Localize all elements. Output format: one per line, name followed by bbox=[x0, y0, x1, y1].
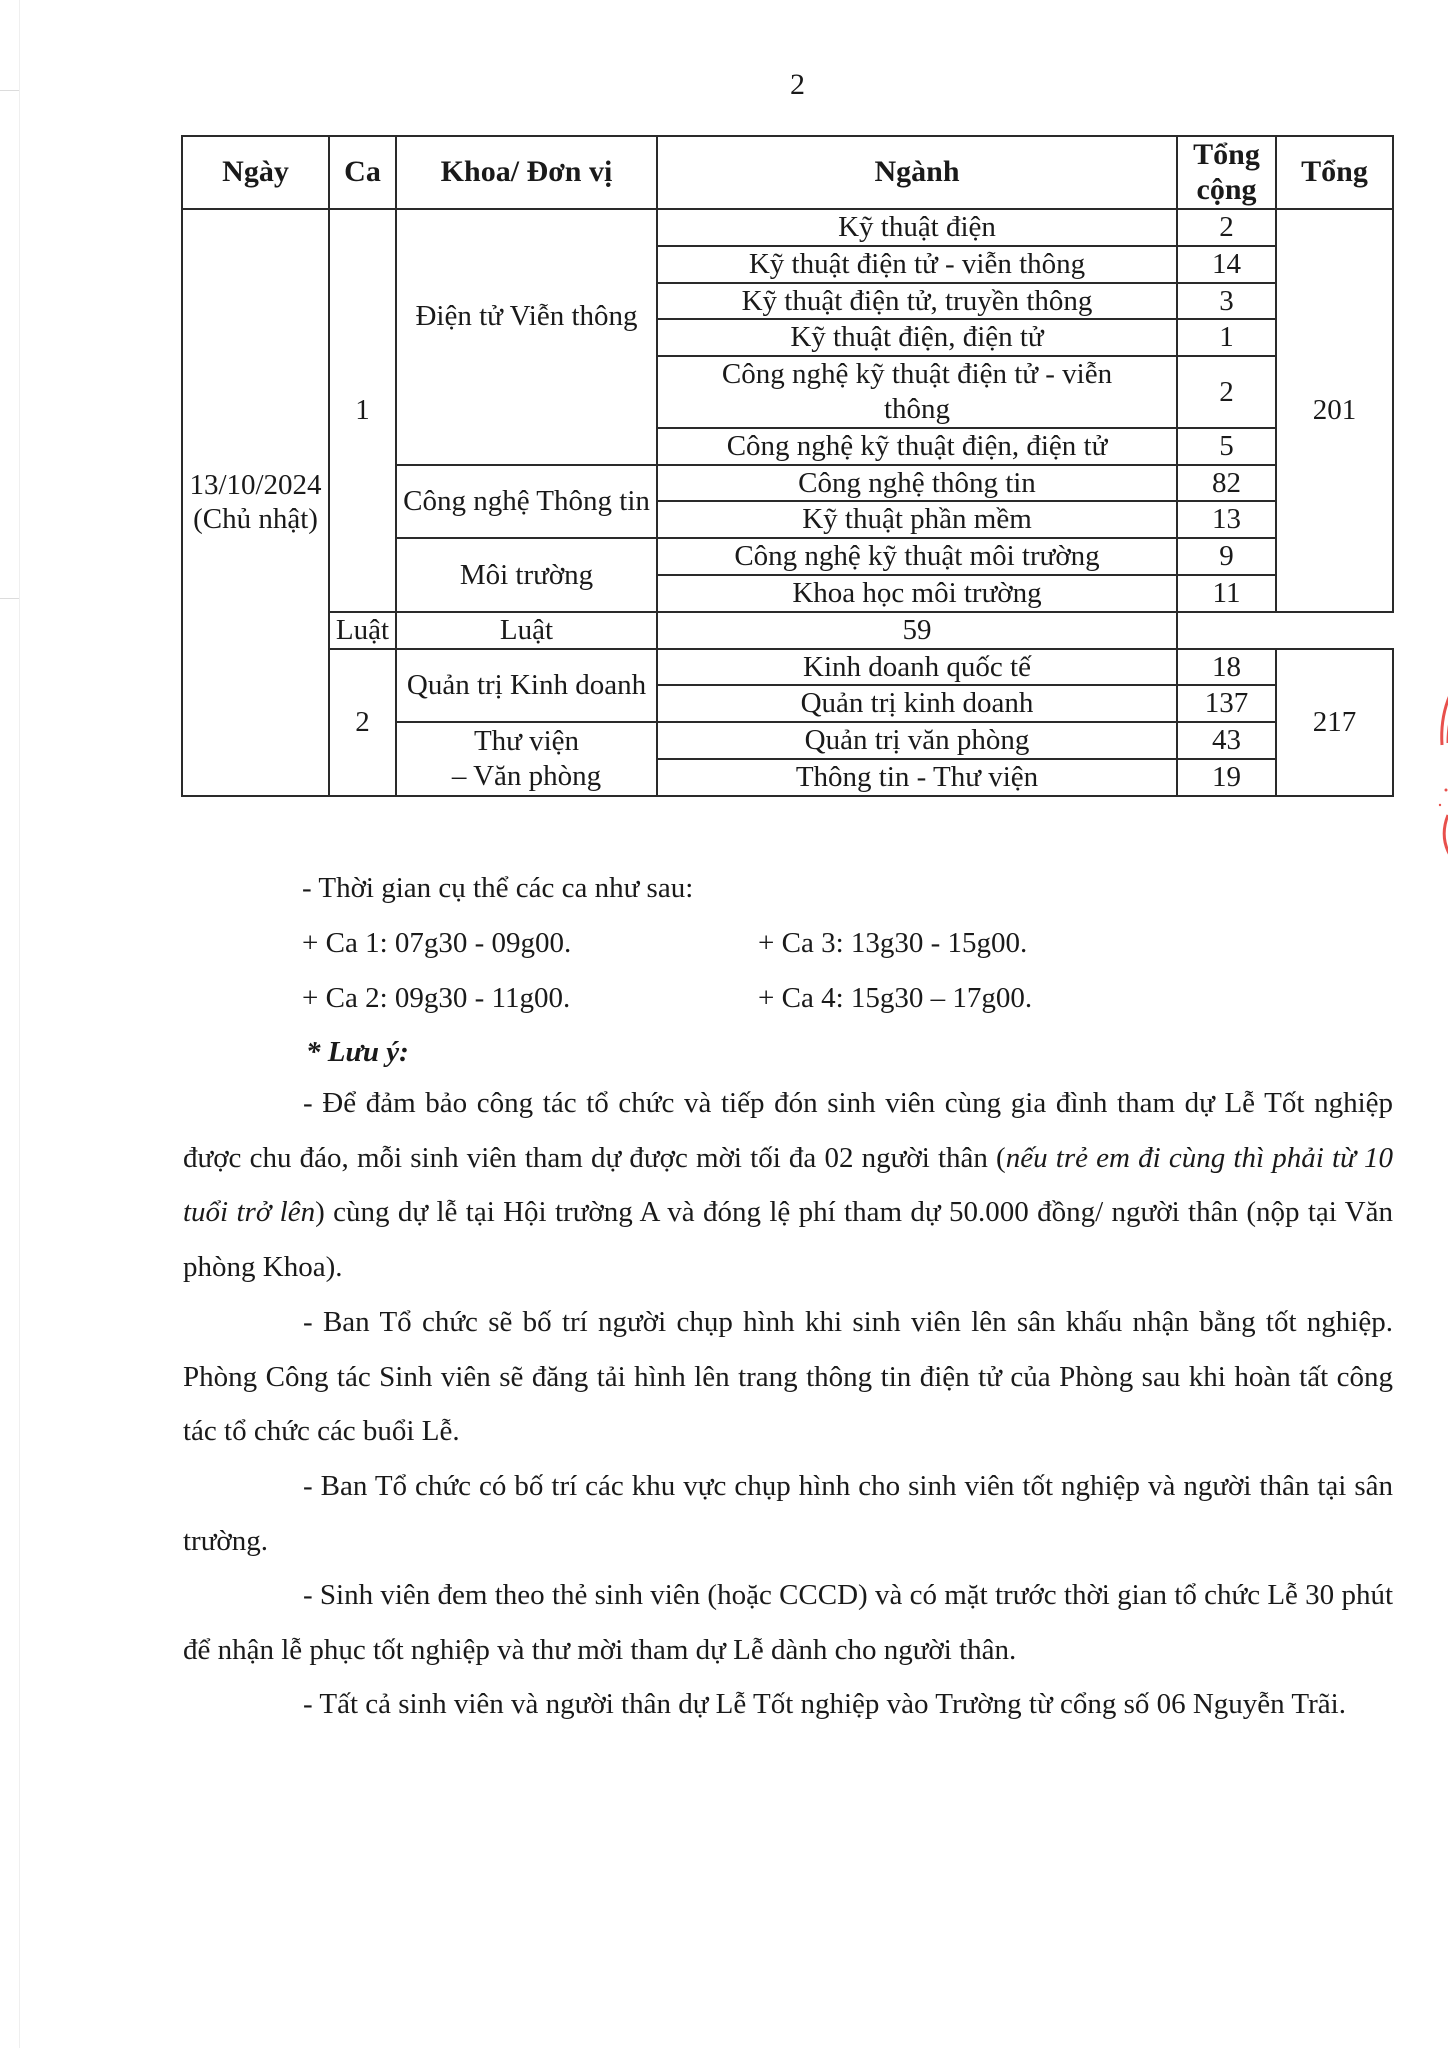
note-paragraph-5: - Tất cả sinh viên và người thân dự Lễ Tốt nghiệp vào Trường từ cổng số 06 Nguyễn Trãi. bbox=[303, 1688, 1346, 1720]
header-date: Ngày bbox=[182, 136, 329, 209]
major-cell bbox=[657, 356, 1177, 428]
shift-total-cell: 217 bbox=[1276, 649, 1393, 796]
official-stamp-icon bbox=[1418, 645, 1448, 885]
header-unit: Khoa/ Đơn vị bbox=[396, 136, 657, 209]
major-cell: Khoa học môi trường bbox=[657, 575, 1177, 612]
major-cell: Công nghệ kỹ thuật điện, điện tử bbox=[657, 428, 1177, 465]
shift-time-ca1: + Ca 1: 07g30 - 09g00. bbox=[302, 927, 572, 959]
note-italic-text: nếu trẻ em đi cùng thì phải từ 10 tuổi trở lên bbox=[183, 1141, 1394, 1229]
major-cell: Luật bbox=[396, 612, 657, 649]
notes-heading: * Lưu ý: bbox=[306, 1036, 409, 1068]
unit-cell: Quản trị Kinh doanh bbox=[396, 649, 657, 723]
table-row bbox=[182, 209, 1393, 246]
major-cell: Công nghệ thông tin bbox=[657, 465, 1177, 502]
shift-total-cell: 201 bbox=[1276, 209, 1393, 612]
note-text: ) cùng dự lễ tại Hội trường A và đóng lệ phí tham dự 50.000 đồng/ người thân (nộp tại Văn phòng Khoa). bbox=[183, 1196, 1393, 1284]
major-cell: Kỹ thuật điện tử - viễn thông bbox=[657, 246, 1177, 283]
shift-time-ca3: + Ca 3: 13g30 - 15g00. bbox=[758, 927, 1028, 959]
major-cell: Thông tin - Thư viện bbox=[657, 759, 1177, 796]
unit-text-line2: – Văn phòng bbox=[451, 759, 602, 792]
table-row bbox=[182, 649, 1393, 686]
table-header-row bbox=[182, 136, 1393, 209]
header-total: Tổng bbox=[1276, 136, 1393, 209]
scan-artifact-line bbox=[19, 0, 20, 2048]
count-cell: 59 bbox=[657, 612, 1177, 649]
major-text: Công nghệ kỹ thuật điện tử - viễn thông bbox=[721, 358, 1113, 425]
count-cell: 2 bbox=[1177, 209, 1276, 246]
unit-cell: Công nghệ Thông tin bbox=[396, 465, 657, 539]
header-shift: Ca bbox=[329, 136, 396, 209]
note-paragraph-1 bbox=[183, 1076, 1393, 1295]
major-cell: Kỹ thuật điện, điện tử bbox=[657, 319, 1177, 356]
note-paragraph-4: - Sinh viên đem theo thẻ sinh viên (hoặc CCCD) và có mặt trước thời gian tổ chức Lễ 30 phút để nhận lễ phục tốt nghiệp và thư mời tham dự Lễ dành cho người thân. bbox=[183, 1579, 1393, 1666]
count-cell: 1 bbox=[1177, 319, 1276, 356]
unit-cell bbox=[396, 722, 657, 796]
major-cell: Quản trị kinh doanh bbox=[657, 685, 1177, 722]
weekday-text: (Chủ nhật) bbox=[193, 503, 318, 536]
major-cell: Công nghệ kỹ thuật môi trường bbox=[657, 538, 1177, 575]
count-cell: 43 bbox=[1177, 722, 1276, 759]
count-cell: 3 bbox=[1177, 283, 1276, 320]
unit-cell: Điện tử Viễn thông bbox=[396, 209, 657, 465]
count-cell: 9 bbox=[1177, 538, 1276, 575]
shift-cell: 2 bbox=[329, 649, 396, 796]
header-subtotal bbox=[1177, 136, 1276, 209]
shift-time-ca4: + Ca 4: 15g30 – 17g00. bbox=[758, 982, 1033, 1014]
major-cell: Kinh doanh quốc tế bbox=[657, 649, 1177, 686]
count-cell: 11 bbox=[1177, 575, 1276, 612]
count-cell: 5 bbox=[1177, 428, 1276, 465]
unit-text-line1: Thư viện bbox=[473, 725, 580, 758]
major-cell: Quản trị văn phòng bbox=[657, 722, 1177, 759]
shift-time-ca2: + Ca 2: 09g30 - 11g00. bbox=[302, 982, 571, 1014]
table-row bbox=[182, 612, 1393, 649]
shift-cell: 1 bbox=[329, 209, 396, 612]
count-cell: 2 bbox=[1177, 356, 1276, 428]
unit-cell: Môi trường bbox=[396, 538, 657, 612]
note-paragraph-2: - Ban Tổ chức sẽ bố trí người chụp hình khi sinh viên lên sân khấu nhận bằng tốt nghiệp. Phòng Công tác Sinh viên sẽ đăng tải hình lên trang thông tin điện tử của Phòng sau khi hoàn tất công tác tổ chức các buổi Lễ. bbox=[183, 1306, 1393, 1448]
count-cell: 82 bbox=[1177, 465, 1276, 502]
major-cell: Kỹ thuật điện tử, truyền thông bbox=[657, 283, 1177, 320]
scan-artifact-line bbox=[0, 598, 19, 599]
count-cell: 19 bbox=[1177, 759, 1276, 796]
page-number-text: 2 bbox=[790, 68, 805, 101]
date-text: 13/10/2024 bbox=[189, 468, 322, 501]
header-subtotal-text: Tổng cộng bbox=[1193, 138, 1260, 206]
unit-cell: Luật bbox=[329, 612, 396, 649]
scan-artifact-line bbox=[0, 90, 19, 91]
note-paragraph-3: - Ban Tổ chức có bố trí các khu vực chụp hình cho sinh viên tốt nghiệp và người thân tại sân trường. bbox=[183, 1470, 1393, 1557]
major-cell: Kỹ thuật phần mềm bbox=[657, 501, 1177, 538]
count-cell: 18 bbox=[1177, 649, 1276, 686]
note-text: - Để đảm bảo công tác tổ chức và tiếp đón sinh viên cùng gia đình tham dự Lễ Tốt nghiệp được chu đáo, mỗi sinh viên tham dự được mời tối đa 02 người thân ( bbox=[183, 1087, 1393, 1174]
count-cell: 137 bbox=[1177, 685, 1276, 722]
graduation-schedule-table bbox=[181, 135, 1394, 797]
date-cell bbox=[182, 209, 329, 796]
header-major: Ngành bbox=[657, 136, 1177, 209]
count-cell: 14 bbox=[1177, 246, 1276, 283]
count-cell: 13 bbox=[1177, 501, 1276, 538]
schedule-intro: - Thời gian cụ thể các ca như sau: bbox=[302, 872, 694, 904]
major-cell: Kỹ thuật điện bbox=[657, 209, 1177, 246]
